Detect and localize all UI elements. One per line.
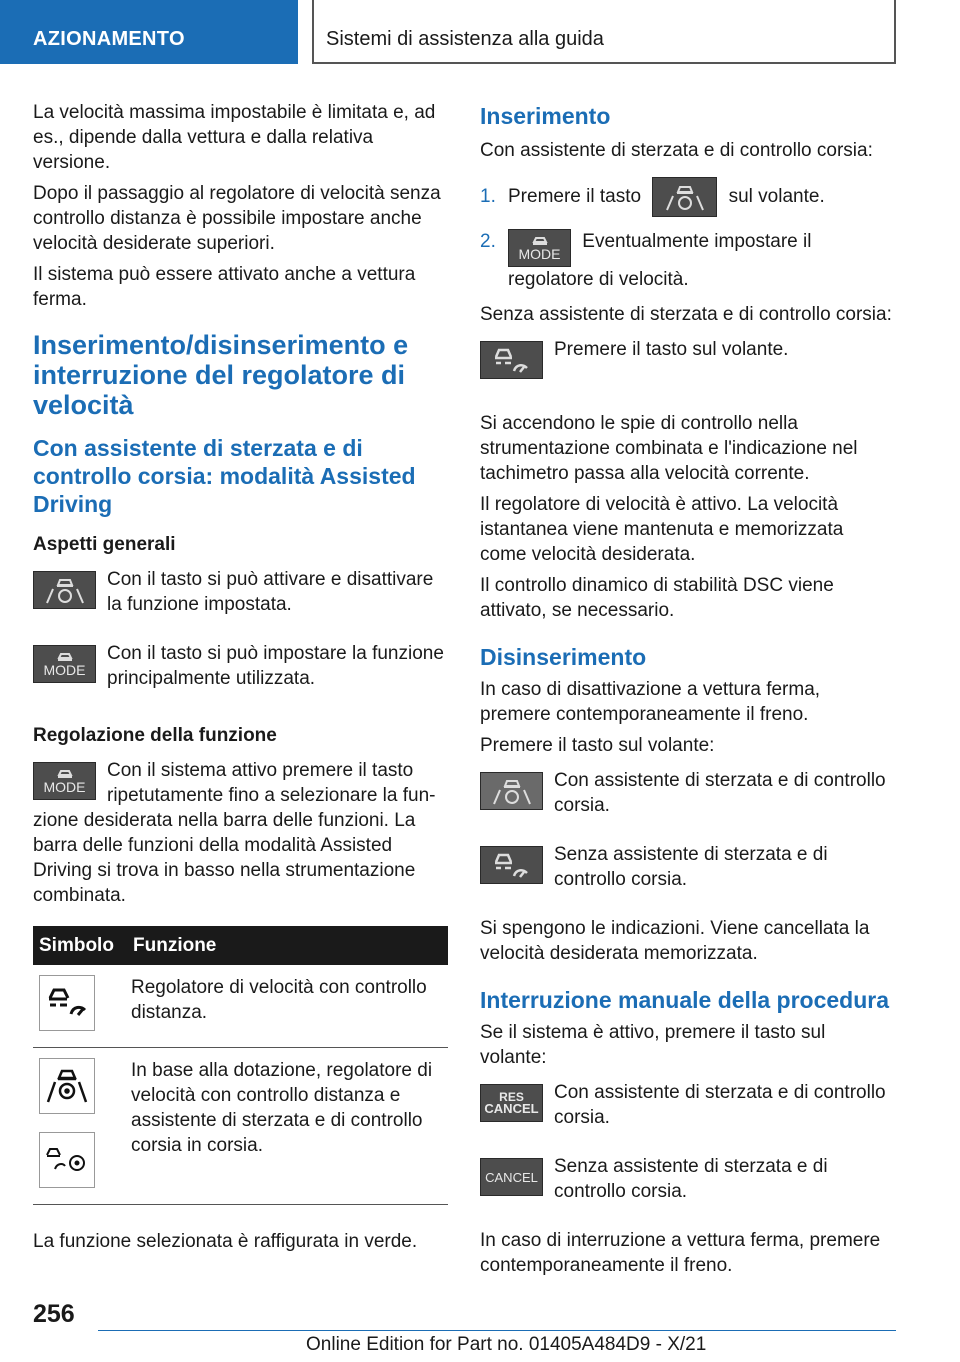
paragraph: La funzione selezionata è raffigurata in verde. (33, 1231, 418, 1252)
section-title: AZIONAMENTO (33, 28, 185, 50)
paragraph: La velocità massima impostabile è limitata e, ad es., dipende dalla vettura e dalla relativa versione. (33, 102, 436, 173)
paragraph: Senza assistente di sterzata e di controllo corsia: (480, 304, 892, 325)
cancel-label: CANCEL (485, 1169, 538, 1185)
section-tab (0, 0, 298, 64)
subheading: Regolazione della funzione (33, 725, 277, 746)
text-line: Con il sistema attivo premere il tasto ripetutamente fino a selezionare la fun- (107, 760, 436, 806)
icon-description (480, 337, 895, 399)
icon-description (33, 641, 448, 703)
paragraph: Il regolatore di velocità è attivo. La velocità istantanea viene mantenuta e memorizzata come velocità desiderata. (480, 494, 844, 565)
mode-button-icon (33, 645, 96, 683)
paragraph: Il sistema può essere attivato anche a vettura ferma. (33, 264, 416, 310)
icon-text: Con il tasto si può attivare e disattivare la funzione impostata. (107, 569, 434, 615)
table-row (33, 1048, 448, 1205)
subheading: Aspetti generali (33, 534, 176, 555)
mode-label: MODE (43, 778, 86, 795)
assisted-driving-icon (480, 772, 543, 810)
step-text: Premere il tasto (508, 186, 642, 207)
subsection-heading: Con assistente di sterzata e di controllo corsia: modalità Assisted Driving (33, 435, 416, 517)
icon-text: Senza assistente di sterzata e di controllo corsia. (554, 1156, 828, 1202)
assisted-driving-icon (33, 571, 96, 609)
page-number: 256 (33, 1300, 75, 1328)
paragraph: Si accendono le spie di controllo nella strumentazione combinata e l'indicazione nel tachimetro passa alla velocità corrente. (480, 413, 858, 484)
left-column (33, 100, 448, 1260)
paragraph: Si spengono le indicazioni. Viene cancellata la velocità desiderata memorizzata. (480, 918, 870, 964)
acc-button-icon (480, 846, 543, 884)
assisted-driving-icon (652, 177, 717, 217)
mode-label: MODE (43, 661, 86, 678)
icon-description (480, 1080, 895, 1142)
cancel-button-icon (480, 1158, 543, 1196)
icon-text: Premere il tasto sul volante. (554, 339, 789, 360)
icon-description (480, 1154, 895, 1216)
icon-text: Con assistente di sterzata e di controllo corsia. (554, 1082, 886, 1128)
table-cell: Regolatore di velocità con controllo distanza. (125, 965, 448, 1048)
icon-description (480, 768, 895, 830)
subsection-heading: Inserimento (480, 103, 611, 129)
table-header: Funzione (125, 926, 448, 965)
list-item (480, 229, 895, 292)
icon-description (33, 567, 448, 629)
icon-text: Con il tasto si può impostare la funzione principalmente utilizzata. (107, 643, 444, 689)
paragraph: In caso di disattivazione a vettura ferma, premere contemporaneamente il freno. (480, 679, 821, 725)
step-number: 1. (480, 186, 496, 207)
step-text: Eventualmente impostare il regolatore di velocità. (508, 231, 812, 290)
chapter-tab (312, 0, 896, 64)
icon-text: Senza assistente di sterzata e di controllo corsia. (554, 844, 828, 890)
acc-button-icon (480, 341, 543, 379)
subsection-heading: Disinserimento (480, 644, 647, 670)
table-header: Simbolo (33, 926, 125, 965)
cancel-label: CANCEL (484, 1101, 539, 1116)
list-item (480, 175, 895, 219)
icon-description (33, 758, 448, 908)
chapter-title: Sistemi di assistenza alla guida (326, 28, 604, 50)
acc-symbol-icon (39, 975, 95, 1031)
paragraph: Dopo il passaggio al regolatore di velocità senza controllo distanza è possibile impostare anche velocità desiderate superiori. (33, 183, 441, 254)
paragraph: Con assistente di sterzata e di controllo corsia: (480, 140, 873, 161)
acc-steering-symbol-icon (39, 1132, 95, 1188)
steps-list (480, 175, 895, 292)
footer-edition: Online Edition for Part no. 01405A484D9 - X/21 (306, 1334, 707, 1355)
text-line: zione desiderata nella barra delle funzioni. La barra delle funzioni della modalità Assisted Driving si trova in basso nella strumentazione combinata. (33, 810, 416, 906)
mode-button-icon (33, 762, 96, 800)
step-text: sul volante. (728, 186, 825, 207)
steering-assist-symbol-icon (39, 1058, 95, 1114)
step-number: 2. (480, 231, 496, 252)
paragraph: Se il sistema è attivo, premere il tasto sul volante: (480, 1022, 826, 1068)
mode-button-icon (508, 229, 571, 267)
footer-divider (98, 1330, 896, 1331)
section-heading: Inserimento/disinserimento e interruzione del regolatore di velocità (33, 330, 409, 420)
table-row (33, 965, 448, 1048)
table-cell: In base alla dotazione, regolatore di velocità con controllo distanza e assistente di sterzata e di controllo corsia in corsia. (125, 1048, 448, 1205)
icon-description (480, 842, 895, 904)
mode-label: MODE (518, 245, 561, 262)
function-table (33, 926, 448, 1205)
paragraph: Premere il tasto sul volante: (480, 735, 715, 756)
paragraph: Il controllo dinamico di stabilità DSC viene attivato, se necessario. (480, 575, 834, 621)
subsection-heading: Interruzione manuale della procedura (480, 987, 889, 1013)
right-column (480, 100, 895, 1284)
icon-text: Con assistente di sterzata e di controllo corsia. (554, 770, 886, 816)
paragraph: In caso di interruzione a vettura ferma, premere contemporaneamente il freno. (480, 1230, 881, 1276)
res-cancel-button-icon (480, 1084, 543, 1122)
res-label: RES (499, 1090, 524, 1104)
